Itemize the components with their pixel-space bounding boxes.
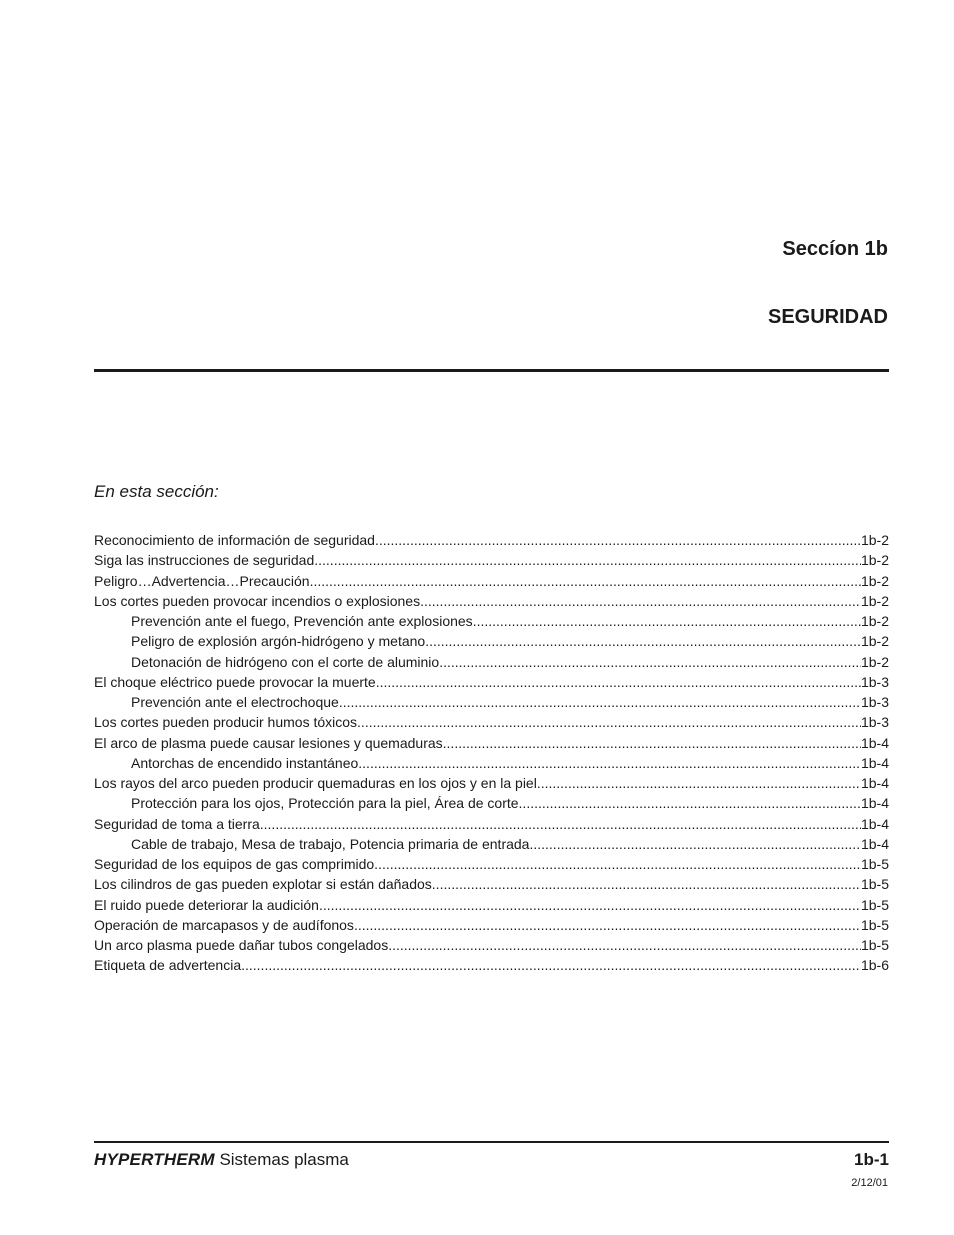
- toc-entry-title: El arco de plasma puede causar lesiones y quemaduras: [94, 734, 443, 751]
- toc-entry-title: Operación de marcapasos y de audífonos: [94, 916, 354, 933]
- toc-dot-leader: [529, 834, 861, 854]
- toc-entry: [94, 672, 889, 692]
- toc-entry: [94, 935, 889, 955]
- toc-dot-leader: [376, 672, 861, 692]
- toc-entry-page: 1b-5: [860, 876, 889, 893]
- toc-entry-title: Detonación de hidrógeno con el corte de aluminio: [131, 653, 440, 670]
- toc-entry-page: 1b-2: [860, 532, 889, 548]
- toc-entry: [94, 854, 889, 874]
- toc-entry-page: 1b-4: [860, 815, 889, 832]
- toc-dot-leader: [519, 793, 861, 813]
- toc-dot-leader: [425, 631, 861, 651]
- toc-entry-title: Cable de trabajo, Mesa de trabajo, Potencia primaria de entrada: [131, 835, 530, 852]
- toc-entry-page: 1b-2: [860, 592, 889, 609]
- toc-entry-title: Antorchas de encendido instantáneo: [131, 754, 359, 771]
- toc-dot-leader: [432, 874, 861, 894]
- toc-entry-title: Reconocimiento de información de seguridad: [94, 532, 375, 548]
- toc-entry-page: 1b-4: [860, 754, 889, 771]
- toc-dot-leader: [339, 692, 861, 712]
- toc-dot-leader: [260, 814, 861, 834]
- toc-entry: [94, 712, 889, 732]
- toc-entry: [94, 611, 889, 631]
- toc-entry-title: Etiqueta de advertencia: [94, 957, 242, 974]
- toc-entry-page: 1b-3: [860, 714, 889, 731]
- toc-entry-page: 1b-5: [860, 916, 889, 933]
- toc-entry-page: 1b-2: [860, 552, 889, 569]
- toc-entry: [94, 834, 889, 854]
- toc-entry-title: Prevención ante el electrochoque: [131, 694, 339, 710]
- toc-entry: [94, 874, 889, 894]
- toc-entry-title: Los rayos del arco pueden producir quemaduras en los ojos y en la piel: [94, 775, 537, 791]
- toc-entry: [94, 652, 889, 672]
- toc-entry: [94, 895, 889, 915]
- toc-dot-leader: [319, 895, 861, 915]
- toc-dot-leader: [388, 935, 861, 955]
- toc-entry-title: El ruido puede deteriorar la audición: [94, 896, 319, 913]
- toc-entry-title: Un arco plasma puede dañar tubos congelados: [94, 937, 389, 953]
- toc-entry: [94, 814, 889, 834]
- table-of-contents: [94, 530, 889, 976]
- section-title: SEGURIDAD: [767, 306, 888, 328]
- toc-entry-page: 1b-3: [860, 673, 889, 690]
- toc-entry-page: 1b-2: [860, 633, 889, 650]
- toc-entry: [94, 793, 889, 813]
- toc-entry-title: Protección para los ojos, Protección para la piel, Área de corte: [131, 795, 519, 812]
- toc-entry: [94, 733, 889, 753]
- toc-entry: [94, 571, 889, 591]
- toc-entry-title: El choque eléctrico puede provocar la muerte: [94, 673, 376, 690]
- toc-entry: [94, 550, 889, 570]
- toc-entry-title: Siga las instrucciones de seguridad: [94, 552, 315, 569]
- toc-heading: En esta sección:: [94, 482, 219, 501]
- footer-brand: [94, 1150, 349, 1170]
- toc-entry-page: 1b-2: [860, 653, 889, 670]
- toc-dot-leader: [354, 915, 861, 935]
- toc-entry-page: 1b-2: [860, 572, 889, 589]
- toc-entry-page: 1b-3: [860, 694, 889, 710]
- toc-dot-leader: [375, 530, 861, 550]
- toc-entry: [94, 915, 889, 935]
- toc-entry-title: Peligro…Advertencia…Precaución: [94, 572, 310, 589]
- toc-entry: [94, 631, 889, 651]
- toc-entry-page: 1b-4: [860, 795, 889, 812]
- toc-dot-leader: [443, 733, 861, 753]
- toc-entry-title: Seguridad de toma a tierra: [94, 815, 260, 832]
- toc-dot-leader: [420, 591, 861, 611]
- toc-entry-title: Peligro de explosión argón-hidrógeno y metano: [131, 633, 426, 650]
- toc-entry: [94, 753, 889, 773]
- toc-dot-leader: [473, 611, 861, 631]
- toc-entry-title: Prevención ante el fuego, Prevención ante explosiones: [131, 613, 473, 629]
- toc-entry-title: Los cortes pueden provocar incendios o explosiones: [94, 592, 421, 609]
- toc-entry-page: 1b-5: [860, 896, 889, 913]
- toc-dot-leader: [241, 955, 861, 975]
- toc-entry: [94, 773, 889, 793]
- brand-text: Sistemas plasma: [219, 1150, 349, 1169]
- toc-entry-title: Los cilindros de gas pueden explotar si están dañados: [94, 876, 432, 893]
- toc-entry: [94, 530, 889, 550]
- header-divider: [94, 369, 889, 372]
- toc-entry: [94, 692, 889, 712]
- toc-dot-leader: [314, 550, 861, 570]
- toc-dot-leader: [374, 854, 861, 874]
- toc-entry-page: 1b-4: [860, 835, 889, 852]
- toc-dot-leader: [358, 753, 861, 773]
- toc-entry: [94, 591, 889, 611]
- toc-entry-page: 1b-2: [860, 613, 889, 629]
- brand-logo: HYPERTHERM: [94, 1150, 215, 1169]
- page-number: 1b-1: [854, 1150, 889, 1169]
- section-label: Seccíon 1b: [782, 238, 888, 260]
- toc-entry-title: Seguridad de los equipos de gas comprimido: [94, 856, 375, 872]
- toc-entry-page: 1b-5: [860, 856, 889, 872]
- toc-entry-page: 1b-4: [860, 775, 889, 791]
- toc-dot-leader: [439, 652, 861, 672]
- toc-entry-page: 1b-5: [860, 937, 889, 953]
- toc-dot-leader: [310, 571, 861, 591]
- toc-dot-leader: [537, 773, 861, 793]
- toc-dot-leader: [357, 712, 861, 732]
- toc-entry-title: Los cortes pueden producir humos tóxicos: [94, 714, 358, 731]
- toc-entry-page: 1b-6: [860, 957, 889, 974]
- footer-divider: [94, 1141, 889, 1143]
- toc-entry-page: 1b-4: [860, 734, 889, 751]
- document-date: 2/12/01: [851, 1177, 888, 1189]
- toc-entry: [94, 955, 889, 975]
